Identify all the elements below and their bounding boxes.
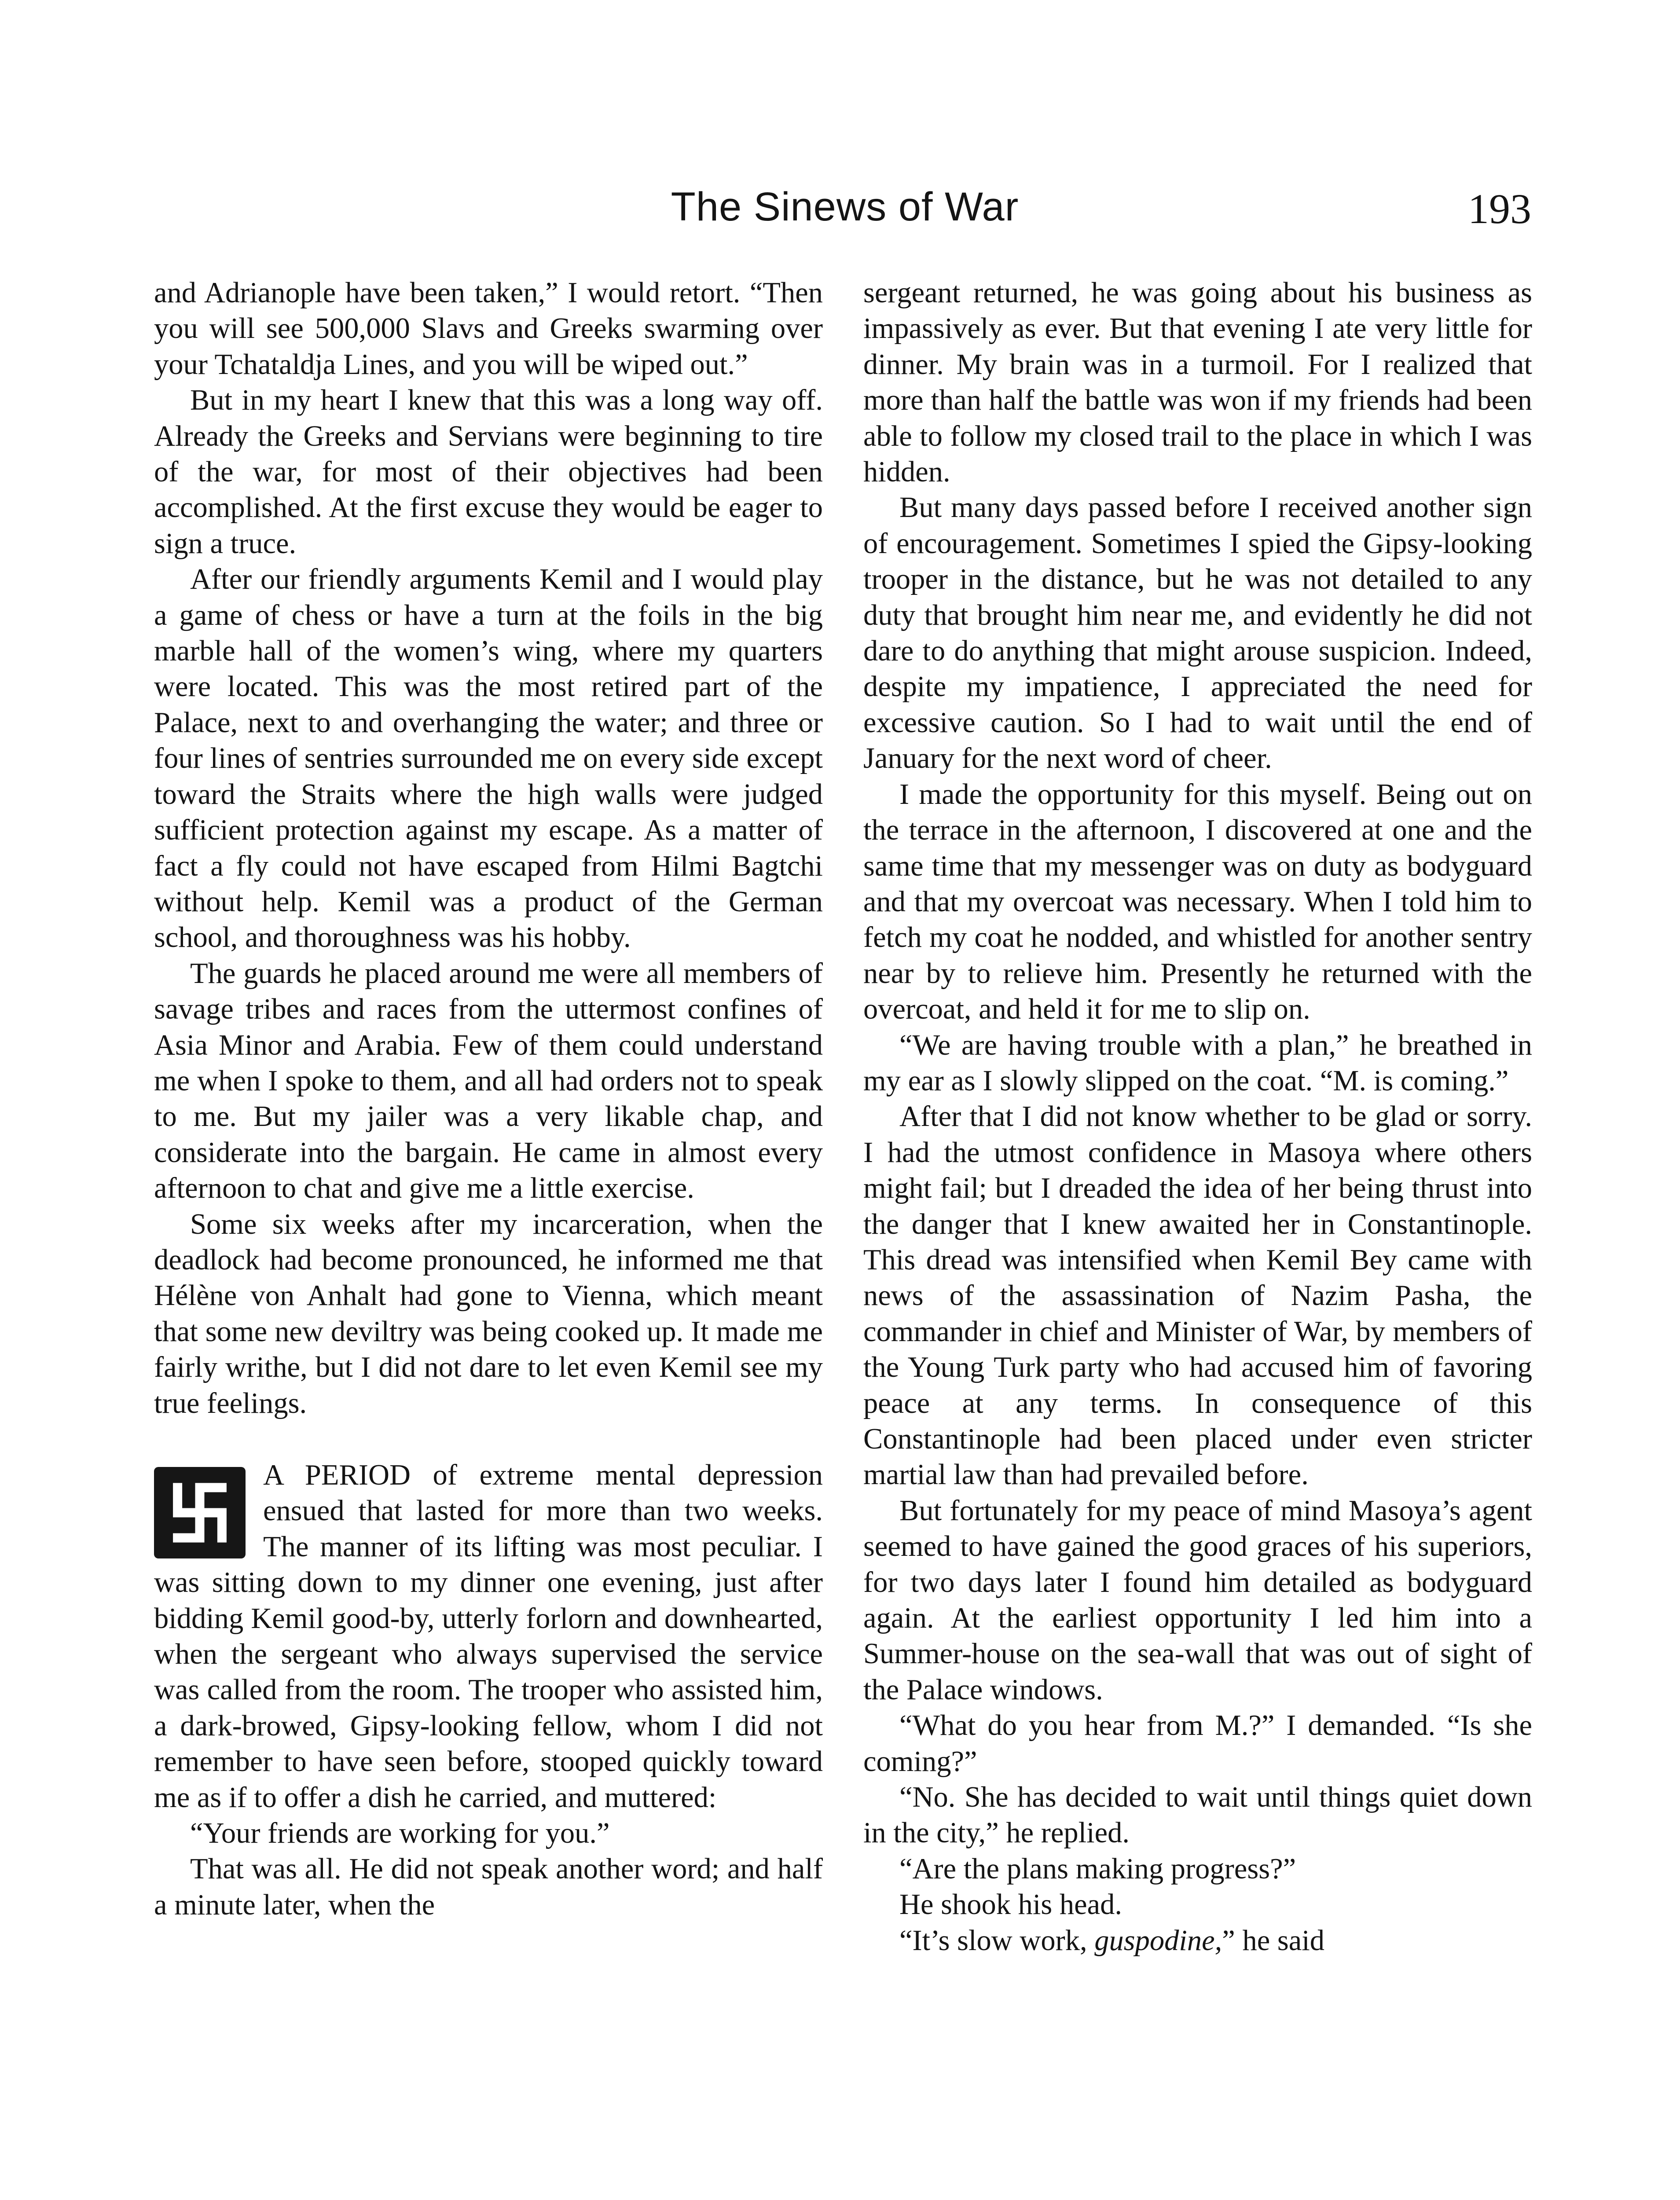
paragraph: But many days passed before I received another sign of encouragement. Sometimes I spied the Gipsy-looking trooper in the distance, but he was not detailed to any duty that brought him near me, and evidently he did not dare to do anything that might arouse suspicion. Indeed, despite my impatience, I appreciated the need for excessive caution. So I had to wait until the end of January for the next word of cheer. (863, 491, 1532, 775)
paragraph: I made the opportunity for this myself. Being out on the terrace in the afternoon, I discovered at one and the same time that my messenger was on duty as bodyguard and that my overcoat was necessary. When I told him to fetch my coat he nodded, and whistled for another sentry near by to relieve him. Presently he returned with the overcoat, and held it for me to slip on. (863, 778, 1532, 1026)
paragraph: That was all. He did not speak another word; and half a minute later, when the (154, 1853, 823, 1921)
section-start-paragraph (154, 1457, 823, 1815)
paragraph: But in my heart I knew that this was a long way off. Already the Greeks and Servians were beginning to tire of the war, for most of their objectives had been accomplished. At the first excuse they would be eager to sign a truce. (154, 384, 823, 560)
paragraph: The guards he placed around me were all members of savage tribes and races from the uttermost confines of Asia Minor and Arabia. Few of them could understand me when I spoke to them, and all had orders not to speak to me. But my jailer was a very likable chap, and considerate into the bargain. He came in almost every afternoon to chat and give me a little exercise. (154, 957, 823, 1205)
paragraph: “Are the plans making progress?” (899, 1852, 1296, 1885)
right-column (863, 275, 1532, 1958)
text-span: ” he said (1222, 1924, 1324, 1957)
paragraph: sergeant returned, he was going about his business as impassively as ever. But that evening I ate very little for dinner. My brain was in a turmoil. For I realized that more than half the battle was won if my friends had been able to follow my closed trail to the place in which I was hidden. (863, 277, 1532, 488)
section-start-text: A PERIOD of extreme mental depression ensued that lasted for more than two weeks. The manner of its lifting was most peculiar. I was sitting down to my dinner one evening, just after bidding Kemil good-by, utterly forlorn and downhearted, when the sergeant who always supervised the service was called from the room. The trooper who assisted him, a dark-browed, Gipsy-looking fellow, whom I did not remember to have seen before, stooped quickly toward me as if to offer a dish he carried, and muttered: (154, 1459, 823, 1814)
paragraph: He shook his head. (899, 1888, 1122, 1921)
text-span: “It’s slow work, (899, 1924, 1095, 1957)
swastika-ornament-icon (154, 1467, 246, 1558)
paragraph: But fortunately for my peace of mind Masoya’s agent seemed to have gained the good graces of his superiors, for two days later I found him detailed as bodyguard again. At the earliest opportunity I led him into a Summer-house on the sea-wall that was out of sight of the Palace windows. (863, 1494, 1532, 1706)
page-number: 193 (1468, 185, 1531, 232)
italic-word: guspodine, (1094, 1924, 1222, 1957)
paragraph-last (863, 1923, 1532, 1958)
paragraph: After that I did not know whether to be glad or sorry. I had the utmost confidence in Masoya where others might fail; but I dreaded the idea of her being thrust into the danger that I knew awaited her in Constantinople. This dread was intensified when Kemil Bey came with news of the assassination of Nazim Pasha, the commander in chief and Minister of War, by members of the Young Turk party who had accused him of favoring peace at any terms. In consequence of this Constantinople had been placed under even stricter martial law than had prevailed before. (863, 1100, 1532, 1491)
paragraph: Some six weeks after my incarceration, when the deadlock had become pronounced, he informed me that Hélène von Anhalt had gone to Vienna, which meant that some new deviltry was being cooked up. It made me fairly writhe, but I did not dare to let even Kemil see my true feelings. (154, 1208, 823, 1419)
paragraph: After our friendly arguments Kemil and I would play a game of chess or have a turn at the foils in the big marble hall of the women’s wing, where my quarters were located. This was the most retired part of the Palace, next to and overhanging the water; and three or four lines of sentries surrounded me on every side except toward the Straits where the high walls were judged sufficient protection against my escape. As a matter of fact a fly could not have escaped from Hilmi Bagtchi without help. Kemil was a product of the German school, and thoroughness was his hobby. (154, 563, 823, 954)
paragraph: “Your friends are working for you.” (190, 1817, 610, 1850)
paragraph: “No. She has decided to wait until things quiet down in the city,” he replied. (863, 1781, 1532, 1849)
running-title: The Sinews of War (671, 184, 1019, 229)
left-column (154, 275, 823, 1923)
paragraph: and Adrianople have been taken,” I would retort. “Then you will see 500,000 Slavs and Greeks swarming over your Tchataldja Lines, and you will be wiped out.” (154, 277, 823, 381)
paragraph: “We are having trouble with a plan,” he breathed in my ear as I slowly slipped on the coat. “M. is coming.” (863, 1029, 1532, 1097)
paragraph: “What do you hear from M.?” I demanded. “Is she coming?” (863, 1709, 1532, 1778)
